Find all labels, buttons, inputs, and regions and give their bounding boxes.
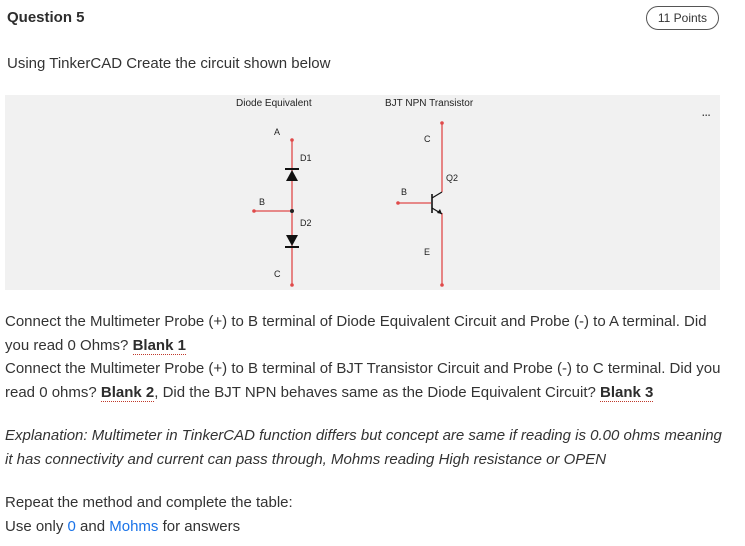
- more-options-icon[interactable]: ...: [701, 103, 710, 119]
- repeat-instruction: Repeat the method and complete the table:: [5, 494, 293, 511]
- diode-title: Diode Equivalent: [236, 98, 312, 109]
- label-b: B: [259, 197, 266, 207]
- terminal-a-dot: [290, 138, 294, 142]
- use-only-instruction: Use only 0 and Mohms for answers: [5, 518, 241, 535]
- explanation-text: Explanation: Multimeter in TinkerCAD function differs but concept are same if reading is 0.00 ohms meaning it has connectivity and current can pass through, Mohms reading High resistance or OPEN: [5, 427, 722, 468]
- blank-2[interactable]: Blank 2: [100, 384, 155, 401]
- blank-1[interactable]: Blank 1: [132, 337, 186, 354]
- circuit-diagram: [5, 95, 720, 290]
- circuit-figure: [5, 95, 720, 290]
- terminal-c-dot: [290, 283, 294, 287]
- label-c: C: [274, 269, 281, 279]
- diode-circuit: [252, 127, 311, 287]
- label-d2: D2: [300, 218, 312, 228]
- terminal-b-dot: [252, 209, 256, 213]
- intro-text: Using TinkerCAD Create the circuit shown below: [7, 55, 331, 72]
- instruction-paragraph-1: Connect the Multimeter Probe (+) to B terminal of Diode Equivalent Circuit and Probe (-) to A terminal. Did you read 0 Ohms? Blank 1: [5, 313, 707, 354]
- d1-diode-icon: [286, 170, 298, 181]
- bjt-circuit: [396, 121, 458, 287]
- label-a: A: [274, 127, 281, 137]
- question-header: [0, 0, 745, 38]
- label-q2: Q2: [446, 173, 459, 183]
- mohms-value: Mohms: [109, 518, 159, 535]
- label-bjt-c: C: [424, 134, 431, 144]
- question-title: Question 5: [7, 9, 85, 26]
- points-badge: 11 Points: [646, 6, 719, 30]
- bjt-title: BJT NPN Transistor: [385, 98, 474, 109]
- label-d1: D1: [300, 153, 312, 163]
- instruction-paragraph-2: Connect the Multimeter Probe (+) to B terminal of BJT Transistor Circuit and Probe (-) to C terminal. Did you read 0 ohms? Blank 2, Did the BJT NPN behaves same as the Diode Equivalent Circuit? Blank 3: [5, 360, 721, 401]
- label-bjt-e: E: [424, 247, 431, 257]
- blank-3[interactable]: Blank 3: [600, 384, 654, 401]
- label-bjt-b: B: [401, 187, 408, 197]
- zero-value: 0: [67, 518, 76, 535]
- d2-diode-icon: [286, 235, 298, 246]
- junction-dot: [290, 209, 294, 213]
